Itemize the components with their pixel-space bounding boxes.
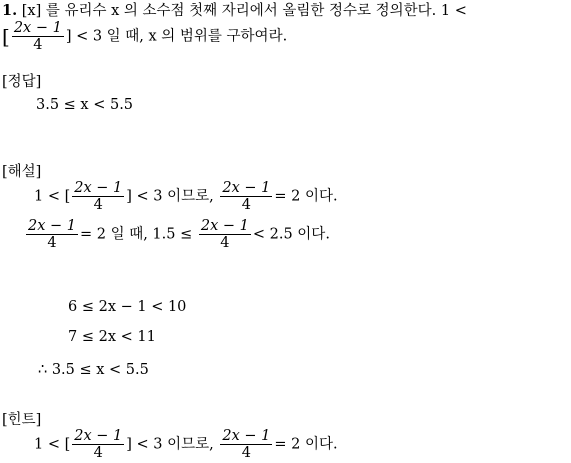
- problem-text-2: ] < 3 일 때, x 의 범위를 구하여라.: [65, 28, 288, 45]
- fraction-numerator: 2x − 1: [222, 428, 271, 444]
- open-bracket: [: [2, 24, 10, 49]
- problem-line-1: [2, 2, 467, 20]
- solution-l1-pre: 1 < [: [34, 188, 71, 205]
- fraction-numerator: 2x − 1: [74, 428, 123, 444]
- solution-l1-mid: ] < 3 이므로,: [126, 188, 214, 205]
- hint-post: = 2 이다.: [274, 436, 338, 453]
- fraction-numerator: 2x − 1: [74, 180, 123, 196]
- solution-line-2: [24, 218, 330, 251]
- solution-l2-post: = 2 일 때, 1.5 ≤: [80, 226, 193, 243]
- problem-text: [x] 를 유리수 x 의 소수점 첫째 자리에서 올림한 정수로 정의한다. 1 <: [21, 3, 467, 19]
- fraction-denominator: 4: [33, 37, 43, 53]
- fraction-denominator: 4: [93, 445, 103, 461]
- solution-eq-1: 6 ≤ 2x − 1 < 10: [68, 299, 187, 315]
- fraction-numerator: 2x − 1: [200, 218, 249, 234]
- problem-line-2: [2, 20, 287, 53]
- hint-mid: ] < 3 이므로,: [126, 436, 214, 453]
- hint-heading: [힌트]: [2, 412, 42, 428]
- solution-fraction-4: [199, 218, 251, 251]
- solution-l1-post: = 2 이다.: [274, 188, 338, 205]
- answer-heading: [정답]: [2, 74, 42, 90]
- hint-pre: 1 < [: [34, 436, 71, 453]
- hint-fraction-2: [220, 428, 272, 461]
- solution-eq-2: 7 ≤ 2x < 11: [68, 329, 156, 345]
- solution-line-1: [34, 180, 338, 213]
- solution-fraction-1: [72, 180, 124, 213]
- solution-eq-3: ∴ 3.5 ≤ x < 5.5: [38, 362, 149, 378]
- hint-line: [34, 428, 338, 461]
- answer-value: 3.5 ≤ x < 5.5: [36, 97, 134, 113]
- problem-number: 1.: [2, 2, 18, 19]
- solution-fraction-3: [26, 218, 78, 251]
- fraction-denominator: 4: [220, 235, 230, 251]
- solution-fraction-2: [220, 180, 272, 213]
- hint-fraction-1: [72, 428, 124, 461]
- fraction-numerator: 2x − 1: [28, 218, 76, 234]
- problem-fraction: [12, 20, 64, 53]
- solution-heading: [해설]: [2, 164, 42, 180]
- fraction-denominator: 4: [241, 445, 251, 461]
- fraction-denominator: 4: [93, 197, 103, 213]
- fraction-numerator: 2x − 1: [222, 180, 271, 196]
- fraction-denominator: 4: [47, 235, 57, 251]
- fraction-numerator: 2x − 1: [13, 20, 62, 36]
- solution-l2-end: < 2.5 이다.: [252, 226, 330, 243]
- fraction-denominator: 4: [241, 197, 251, 213]
